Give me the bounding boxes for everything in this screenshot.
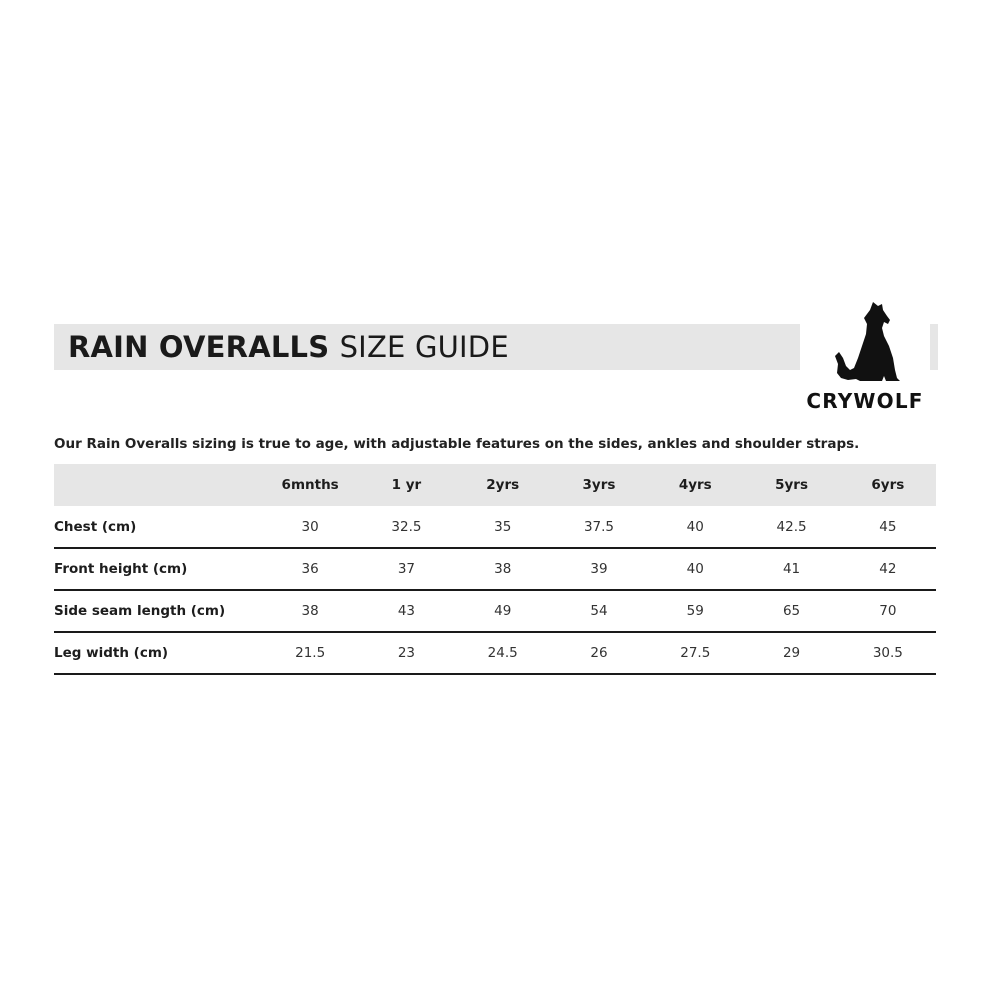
row-label: Front height (cm) <box>54 548 262 590</box>
table-cell: 27.5 <box>647 632 743 674</box>
table-cell: 41 <box>743 548 839 590</box>
title-product: RAIN OVERALLS <box>68 330 330 364</box>
header-cell-label <box>54 464 262 506</box>
table-cell: 54 <box>551 590 647 632</box>
intro-text: Our Rain Overalls sizing is true to age, with adjustable features on the sides, ankles and shoulder straps. <box>54 436 860 452</box>
table-row-chest <box>54 506 936 548</box>
table-cell: 59 <box>647 590 743 632</box>
table-cell: 43 <box>358 590 454 632</box>
table-cell: 40 <box>647 548 743 590</box>
title-suffix: SIZE GUIDE <box>339 330 509 364</box>
table-cell: 37.5 <box>551 506 647 548</box>
header-cell-3yrs: 3yrs <box>582 477 616 493</box>
table-cell: 24.5 <box>455 632 551 674</box>
table-cell: 38 <box>262 590 358 632</box>
page-title <box>68 329 509 365</box>
header-cell-6mnths: 6mnths <box>281 477 339 493</box>
table-row-front-height <box>54 548 936 590</box>
table-cell: 42.5 <box>743 506 839 548</box>
table-cell: 49 <box>455 590 551 632</box>
brand-name: CRYWOLF <box>806 389 924 413</box>
header-cell-6yrs: 6yrs <box>871 477 905 493</box>
table-cell: 32.5 <box>358 506 454 548</box>
table-cell: 39 <box>551 548 647 590</box>
table-cell: 38 <box>455 548 551 590</box>
table-cell: 35 <box>455 506 551 548</box>
header-row <box>54 464 936 506</box>
table-row-leg-width <box>54 632 936 674</box>
brand-logo <box>800 300 930 418</box>
table-cell: 45 <box>840 506 936 548</box>
header-cell-1yr: 1 yr <box>391 477 422 493</box>
size-table <box>54 464 936 675</box>
table-cell: 26 <box>551 632 647 674</box>
header-cell-5yrs: 5yrs <box>775 477 808 493</box>
table-cell: 21.5 <box>262 632 358 674</box>
header-cell-4yrs: 4yrs <box>678 477 712 493</box>
table-cell: 40 <box>647 506 743 548</box>
row-label: Side seam length (cm) <box>54 590 262 632</box>
table-cell: 30.5 <box>840 632 936 674</box>
table-cell: 30 <box>262 506 358 548</box>
table-cell: 36 <box>262 548 358 590</box>
table-cell: 70 <box>840 590 936 632</box>
header-cell-2yrs: 2yrs <box>486 477 520 493</box>
table-cell: 37 <box>358 548 454 590</box>
howling-wolf-icon <box>834 300 904 384</box>
row-label: Chest (cm) <box>54 506 262 548</box>
table-cell: 23 <box>358 632 454 674</box>
table-row-side-seam <box>54 590 936 632</box>
table-cell: 29 <box>743 632 839 674</box>
table-cell: 65 <box>743 590 839 632</box>
row-label: Leg width (cm) <box>54 632 262 674</box>
table-cell: 42 <box>840 548 936 590</box>
